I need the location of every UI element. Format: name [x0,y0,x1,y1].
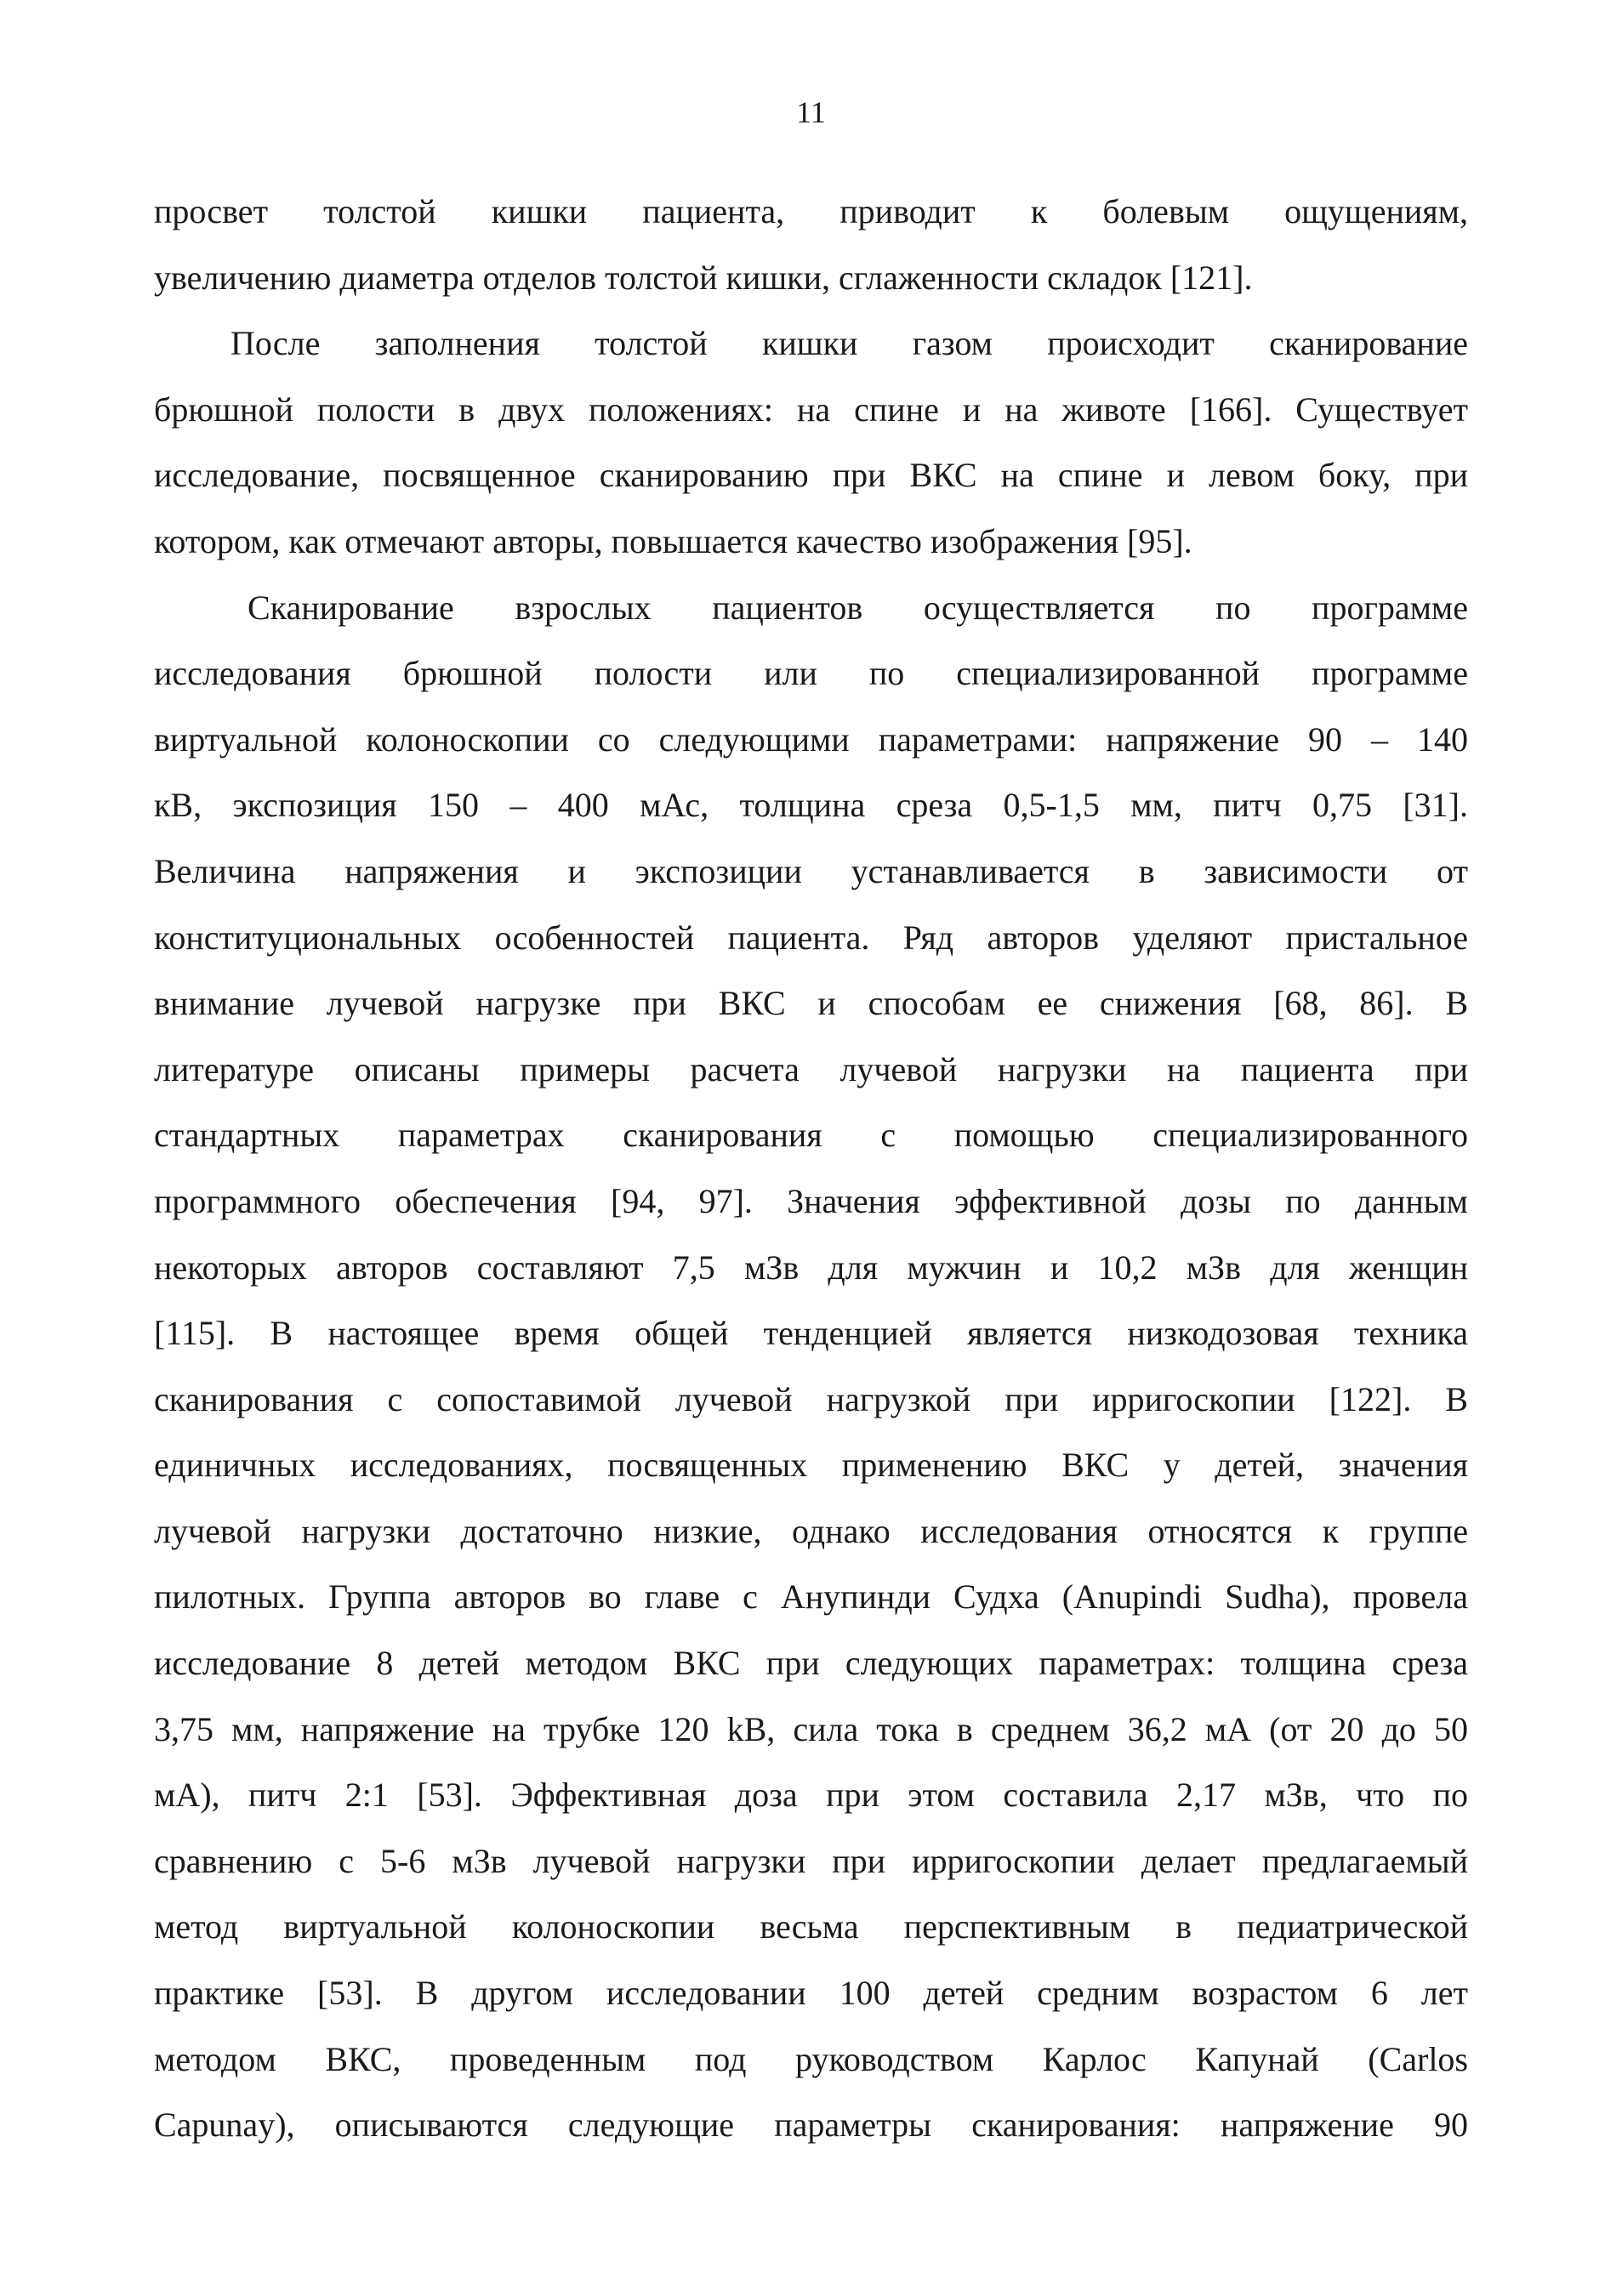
text-line: сканирования с сопоставимой лучевой нагрузкой при ирригоскопии [122]. В [154,1379,1468,1418]
page-number: 11 [796,95,826,129]
text-line: программного обеспечения [94, 97]. Значения эффективной дозы по данным [154,1181,1468,1220]
text-line: Сканирование взрослых пациентов осуществляется по программе [248,588,1468,627]
text-line: мА), питч 2:1 [53]. Эффективная доза при этом составила 2,17 мЗв, что по [154,1776,1468,1815]
text-line: методом ВКС, проведенным под руководством Карлос Капунай (Carlos [154,2039,1468,2078]
text-line: кВ, экспозиция 150 – 400 мАс, толщина среза 0,5-1,5 мм, питч 0,75 [31]. [154,786,1468,825]
text-line: исследования брюшной полости или по специализированной программе [154,654,1468,693]
text-line: стандартных параметрах сканирования с помощью специализированного [154,1116,1468,1155]
text-line: литературе описаны примеры расчета лучевой нагрузки на пациента при [154,1049,1468,1088]
text-line: просвет толстой кишки пациента, приводит к болевым ощущениям, [154,192,1468,230]
text-line: исследование, посвященное сканированию при ВКС на спине и левом боку, при [154,456,1468,495]
text-line: лучевой нагрузки достаточно низкие, однако исследования относятся к группе [154,1511,1468,1550]
text-line: Capunay), описываются следующие параметры сканирования: напряжение 90 [154,2106,1468,2145]
text-line: пилотных. Группа авторов во главе с Анупинди Судха (Anupindi Sudha), провела [154,1577,1468,1617]
text-line: конституциональных особенностей пациента. Ряд авторов уделяют пристальное [154,918,1468,957]
text-line: виртуальной колоноскопии со следующими параметрами: напряжение 90 – 140 [154,719,1468,759]
text-line: увеличению диаметра отделов толстой кишки, сглаженности складок [121]. [154,258,1253,297]
text-line: внимание лучевой нагрузке при ВКС и способам ее снижения [68, 86]. В [154,984,1468,1023]
text-line: практике [53]. В другом исследовании 100 детей средним возрастом 6 лет [154,1974,1468,2013]
text-line: котором, как отмечают авторы, повышается качество изображения [95]. [154,521,1192,560]
body-text [154,179,1468,2158]
text-line: сравнению с 5-6 мЗв лучевой нагрузки при ирригоскопии делает предлагаемый [154,1841,1468,1880]
text-line: брюшной полости в двух положениях: на спине и на животе [166]. Существует [154,389,1468,429]
text-line: исследование 8 детей методом ВКС при следующих параметрах: толщина среза [154,1644,1468,1683]
text-line: метод виртуальной колоноскопии весьма перспективным в педиатрической [154,1907,1468,1946]
text-line: После заполнения толстой кишки газом происходит сканирование [230,324,1468,363]
text-line: единичных исследованиях, посвященных применению ВКС у детей, значения [154,1446,1468,1485]
text-line: 3,75 мм, напряжение на трубке 120 kB, сила тока в среднем 36,2 мА (от 20 до 50 [154,1709,1468,1748]
text-line: некоторых авторов составляют 7,5 мЗв для мужчин и 10,2 мЗв для женщин [154,1247,1468,1287]
text-line: Величина напряжения и экспозиции устанавливается в зависимости от [154,851,1468,890]
text-line: [115]. В настоящее время общей тенденцией является низкодозовая техника [154,1314,1468,1353]
